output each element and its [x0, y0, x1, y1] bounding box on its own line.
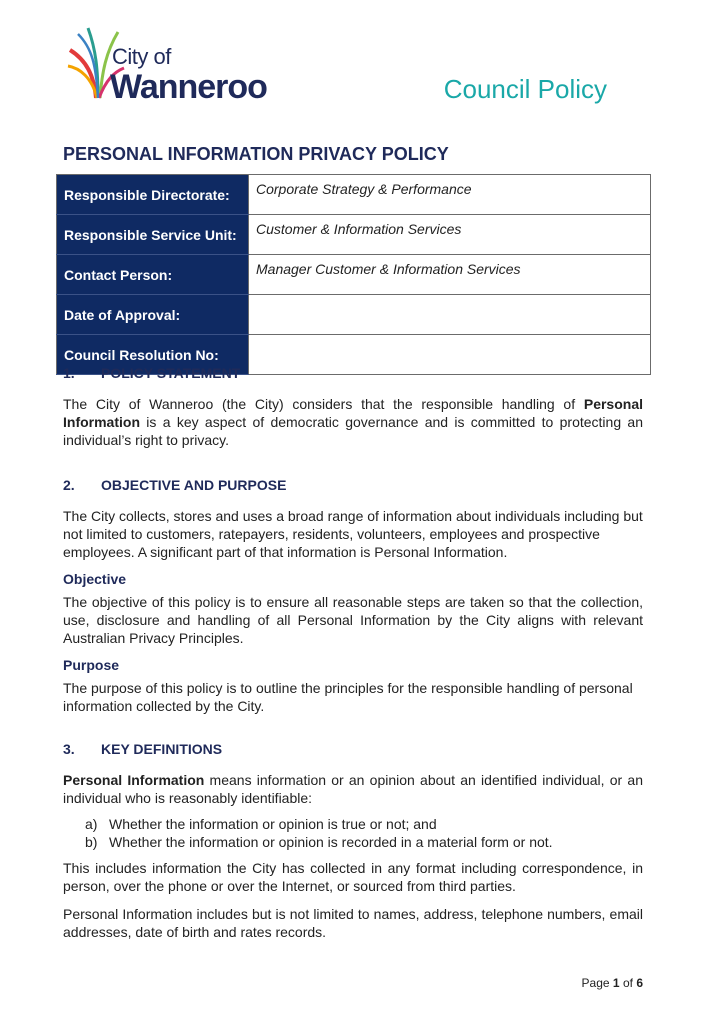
section-policy-statement — [63, 365, 643, 449]
section-heading — [63, 365, 643, 381]
section-key-definitions — [63, 741, 643, 941]
list-item — [63, 833, 643, 851]
paragraph: This includes information the City has collected in any format including correspondence, in person, over the phone or over the Internet, or sourced from third parties. — [63, 860, 643, 894]
list-item-text: Whether the information or opinion is recorded in a material form or not. — [109, 834, 553, 850]
subheading-purpose: Purpose — [63, 657, 120, 673]
paragraph: The purpose of this policy is to outline the principles for the responsible handling of personal information collected by the City. — [63, 680, 633, 714]
bold-term: Personal Information — [63, 772, 205, 788]
paragraph: Personal Information includes but is not limited to names, address, telephone numbers, email addresses, date of birth and rates records. — [63, 906, 643, 940]
paragraph — [63, 395, 643, 449]
section-number: 3. — [63, 741, 75, 757]
row-value: Customer & Information Services — [249, 215, 651, 255]
section-objective-purpose — [63, 477, 643, 715]
page-total: 6 — [636, 976, 643, 990]
section-heading — [63, 741, 643, 757]
section-heading — [63, 477, 643, 493]
section-title: POLICY STATEMENT — [101, 365, 241, 381]
list-item — [63, 815, 643, 833]
logo-text-city: City of — [112, 44, 171, 69]
subheading-objective: Objective — [63, 571, 127, 587]
paragraph-text: means information or an opinion about an identified individual, or an individual who is reasonably identifiable: — [63, 772, 643, 806]
row-value: Manager Customer & Information Services — [249, 255, 651, 295]
list-item-text: Whether the information or opinion is true or not; and — [109, 816, 437, 832]
table-row — [57, 295, 651, 335]
table-row — [57, 175, 651, 215]
bold-term: Personal Information — [63, 396, 643, 430]
logo-text-name: Wanneroo — [110, 68, 267, 106]
table-row — [57, 255, 651, 295]
list-marker: a) — [85, 816, 98, 832]
table-row — [57, 215, 651, 255]
policy-details-table — [56, 174, 651, 375]
row-label: Council Resolution No: — [57, 335, 249, 375]
of-label: of — [622, 976, 633, 990]
row-label: Contact Person: — [57, 255, 249, 295]
page-footer — [582, 976, 643, 990]
section-title: KEY DEFINITIONS — [101, 741, 223, 757]
paragraph: The objective of this policy is to ensure all reasonable steps are taken so that the collection, use, disclosure and handling of all Personal Information by the City aligns with relevant Australian Privacy Principles. — [63, 594, 643, 646]
row-value: Corporate Strategy & Performance — [249, 175, 651, 215]
page-number: 1 — [612, 976, 620, 990]
paragraph — [63, 771, 643, 807]
definition-list — [63, 815, 643, 851]
paragraph-text: The City of Wanneroo (the City) considers that the responsible handling of — [63, 396, 584, 412]
section-title: OBJECTIVE AND PURPOSE — [101, 477, 287, 493]
paragraph: The City collects, stores and uses a broad range of information about individuals including but not limited to customers, ratepayers, residents, volunteers, employees and prospective employees. A significant part of that information is Personal Information. — [63, 508, 643, 560]
city-logo — [66, 20, 296, 106]
section-number: 1. — [63, 365, 75, 381]
page-label: Page — [581, 976, 610, 990]
document-type: Council Policy — [443, 74, 607, 104]
row-label: Date of Approval: — [57, 295, 249, 335]
paragraph-text: is a key aspect of democratic governance and is committed to protecting an individual’s right to privacy. — [63, 414, 643, 448]
row-value — [249, 295, 651, 335]
row-label: Responsible Service Unit: — [57, 215, 249, 255]
list-marker: b) — [85, 834, 98, 850]
section-number: 2. — [63, 477, 75, 493]
page-title: PERSONAL INFORMATION PRIVACY POLICY — [63, 144, 449, 164]
row-label: Responsible Directorate: — [57, 175, 249, 215]
